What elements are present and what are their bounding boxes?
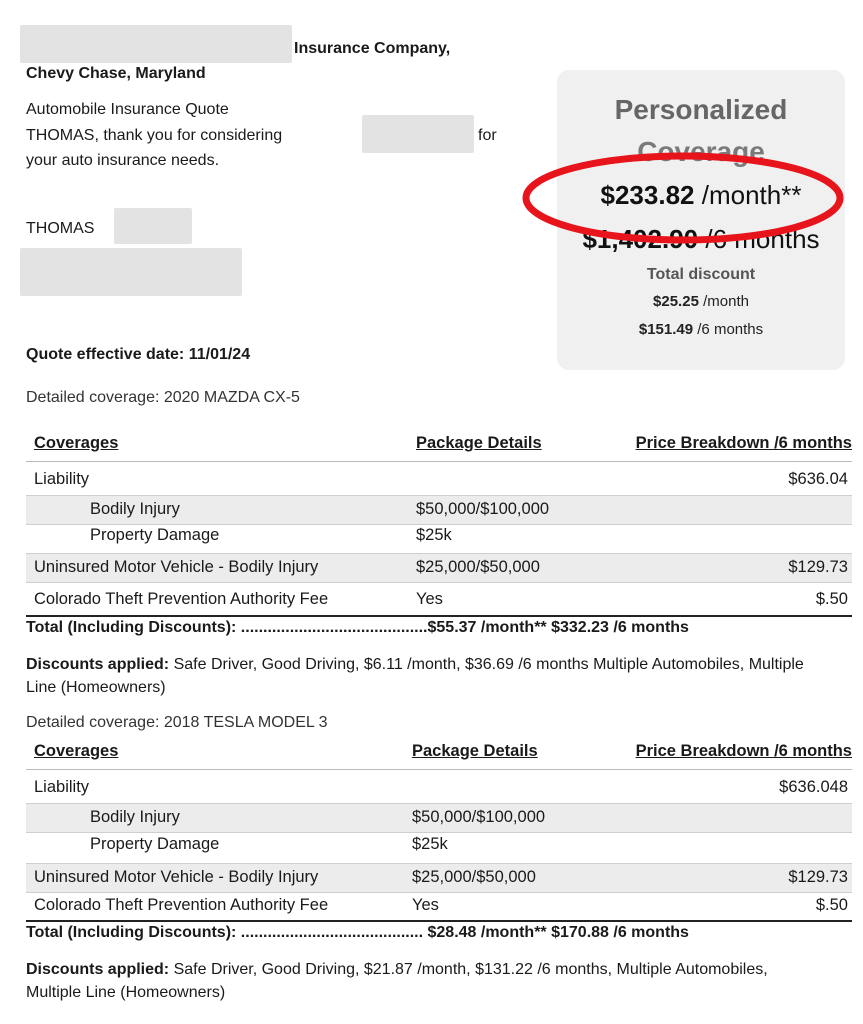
col-price-breakdown: Price Breakdown /6 months (635, 742, 852, 760)
coverage-details: $50,000/$100,000 (412, 808, 546, 826)
monthly-amount: $233.82 (600, 180, 695, 210)
discount-six-unit: /6 months (697, 321, 764, 338)
table-row (26, 586, 852, 614)
coverage-price: $.50 (815, 590, 848, 608)
vehicle-2-title: Detailed coverage: 2018 TESLA MODEL 3 (26, 714, 328, 731)
discount-six-amount: $151.49 (638, 321, 694, 338)
coverage-details: Yes (416, 590, 443, 608)
col-coverages: Coverages (34, 742, 119, 760)
thanks-line-start: THOMAS, thank you for considering (26, 127, 283, 144)
coverage-price: $636.04 (788, 470, 848, 488)
coverage-name: Uninsured Motor Vehicle - Bodily Injury (34, 558, 319, 576)
table-row (26, 522, 852, 550)
summary-title-line1: Personalized (614, 94, 788, 125)
table-row (26, 863, 852, 893)
vehicle-1-total: Total (Including Discounts): ..........................................$55.37 /month** $332.23 /6 months (26, 615, 852, 637)
vehicle-2-discounts (26, 958, 826, 1004)
coverage-details: $50,000/$100,000 (416, 500, 550, 518)
coverage-name: Liability (34, 470, 90, 488)
coverage-name: Colorado Theft Prevention Authority Fee (34, 896, 329, 914)
col-coverages: Coverages (34, 434, 119, 452)
thanks-line-for: for (478, 127, 497, 144)
coverage-name: Bodily Injury (90, 808, 180, 826)
coverage-name: Liability (34, 778, 90, 796)
redacted-recipient-address (20, 248, 242, 296)
coverage-details: $25,000/$50,000 (412, 868, 536, 886)
table-row (26, 803, 852, 833)
coverage-details: Yes (412, 896, 439, 914)
coverage-price: $129.73 (788, 868, 848, 886)
table-row (26, 553, 852, 583)
redacted-company-inline (362, 115, 474, 153)
table-row (26, 774, 852, 802)
vehicle-1-title: Detailed coverage: 2020 MAZDA CX-5 (26, 389, 300, 406)
coverage-price: $129.73 (788, 558, 848, 576)
company-name-suffix: Insurance Company, (294, 40, 451, 57)
table-row (26, 495, 852, 525)
vehicle-1-discounts (26, 653, 826, 699)
thanks-line-end: your auto insurance needs. (26, 152, 220, 169)
vehicle-2-table-header (26, 742, 852, 766)
quote-effective-date: Quote effective date: 11/01/24 (26, 346, 251, 363)
coverage-details: $25k (412, 835, 448, 853)
discount-monthly-unit: /month (703, 293, 749, 310)
discounts-text: Safe Driver, Good Driving, $21.87 /month, $131.22 /6 months, Multiple Automobiles, Multiple Line (Homeowners) (26, 961, 768, 1001)
discount-six-month (557, 321, 845, 338)
company-location: Chevy Chase, Maryland (26, 65, 206, 82)
redacted-recipient-last-name (114, 208, 192, 244)
header-rule (26, 461, 852, 462)
coverage-price: $636.048 (779, 778, 848, 796)
table-row (26, 831, 852, 859)
coverage-price: $.50 (815, 896, 848, 914)
table-row (26, 466, 852, 494)
red-highlight-oval (520, 150, 850, 250)
vehicle-1-table-header (26, 434, 852, 458)
coverage-details: $25,000/$50,000 (416, 558, 540, 576)
coverage-details: $25k (416, 526, 452, 544)
quote-title: Automobile Insurance Quote (26, 101, 229, 118)
discounts-label: Discounts applied: (26, 656, 170, 673)
discount-monthly (557, 293, 845, 310)
coverage-name: Colorado Theft Prevention Authority Fee (34, 590, 329, 608)
coverage-name: Bodily Injury (90, 500, 180, 518)
col-package-details: Package Details (412, 742, 538, 760)
total-discount-label: Total discount (646, 266, 756, 283)
discount-monthly-amount: $25.25 (653, 293, 699, 310)
col-package-details: Package Details (416, 434, 542, 452)
coverage-name: Property Damage (90, 835, 220, 853)
redacted-company-name (20, 25, 292, 63)
monthly-unit: /month** (701, 180, 802, 210)
table-row (26, 892, 852, 920)
col-price-breakdown: Price Breakdown /6 months (635, 434, 852, 452)
six-month-unit: /6 months (705, 224, 820, 254)
vehicle-2-total: Total (Including Discounts): ......................................... $28.48 /month** $170.88 /6 months (26, 920, 852, 942)
coverage-name: Uninsured Motor Vehicle - Bodily Injury (34, 868, 319, 886)
recipient-first-name: THOMAS (26, 220, 95, 237)
discounts-text: Safe Driver, Good Driving, $6.11 /month, $36.69 /6 months Multiple Automobiles, Multiple Line (Homeowners) (26, 656, 804, 696)
discounts-label: Discounts applied: (26, 961, 170, 978)
coverage-name: Property Damage (90, 526, 220, 544)
header-rule (26, 769, 852, 770)
summary-title-line2: Coverage (637, 136, 765, 167)
six-month-amount: $1,402.90 (582, 224, 699, 254)
